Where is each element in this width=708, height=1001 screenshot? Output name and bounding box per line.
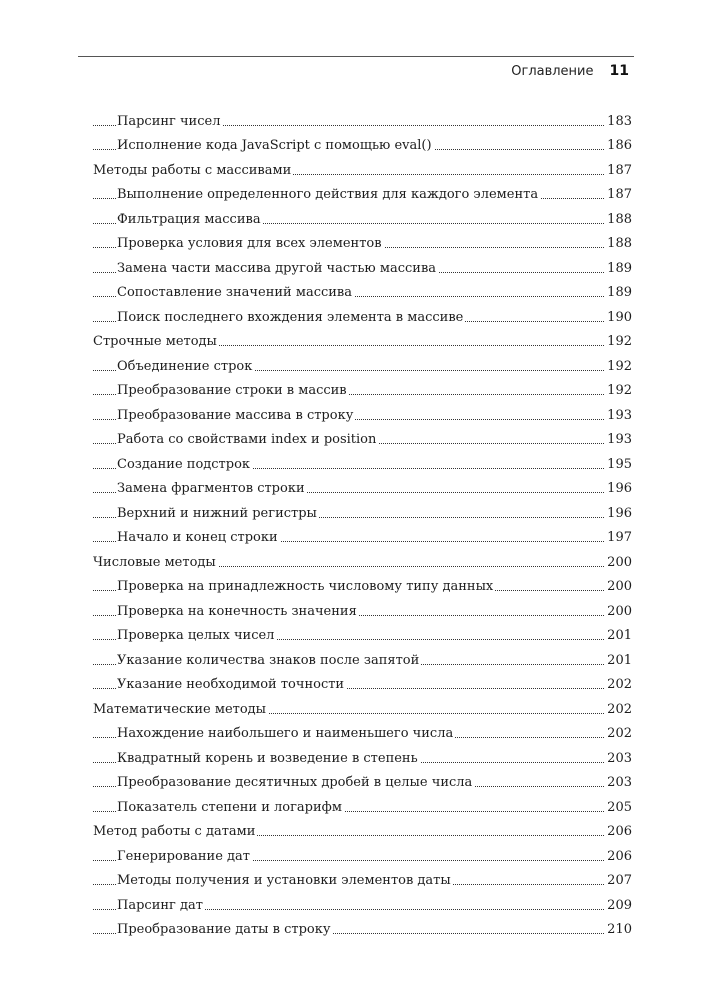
toc-entry-page: 186 bbox=[607, 138, 632, 153]
toc-entry-page: 202 bbox=[607, 726, 632, 741]
toc-subsection bbox=[93, 420, 632, 445]
toc-entry-title: Методы работы с массивами bbox=[93, 162, 292, 178]
toc-entry-title: Квадратный корень и возведение в степень bbox=[117, 750, 418, 766]
page-number: 11 bbox=[609, 63, 629, 79]
toc-entry-page: 210 bbox=[607, 922, 632, 937]
toc-entry-title: Числовые методы bbox=[93, 554, 216, 570]
toc-subsection bbox=[93, 395, 632, 423]
toc-entry-page: 200 bbox=[607, 554, 632, 570]
toc-entry-title: Парсинг чисел bbox=[117, 113, 221, 129]
toc-subsection bbox=[93, 836, 632, 864]
running-head-title: Оглавление bbox=[511, 64, 594, 79]
table-of-contents bbox=[93, 101, 632, 937]
toc-subsection bbox=[93, 885, 632, 913]
toc-entry-page: 201 bbox=[607, 628, 632, 643]
toc-subsection bbox=[93, 469, 632, 494]
toc-subsection bbox=[93, 640, 632, 668]
toc-entry-title: Верхний и нижний регистры bbox=[117, 505, 317, 521]
toc-entry-page: 203 bbox=[607, 775, 632, 790]
toc-subsection bbox=[93, 101, 632, 129]
toc-entry-page: 192 bbox=[607, 358, 632, 374]
toc-entry-title: Математические методы bbox=[93, 701, 267, 717]
toc-subsection bbox=[93, 787, 632, 815]
toc-entry-page: 200 bbox=[607, 579, 632, 594]
header-rule bbox=[78, 56, 634, 57]
toc-entry-title: Замена фрагментов строки bbox=[117, 481, 305, 496]
toc-entry-page: 187 bbox=[607, 187, 632, 202]
toc-entry-page: 189 bbox=[607, 285, 632, 300]
toc-subsection bbox=[93, 126, 632, 151]
toc-subsection bbox=[93, 346, 632, 374]
toc-entry-title: Показатель степени и логарифм bbox=[117, 799, 342, 815]
toc-entry-page: 200 bbox=[607, 603, 632, 619]
toc-entry-page: 206 bbox=[607, 824, 632, 839]
toc-entry-title: Метод работы с датами bbox=[93, 824, 256, 839]
toc-entry-title: Проверка целых чисел bbox=[117, 628, 275, 643]
toc-subsection bbox=[93, 371, 632, 396]
toc-subsection bbox=[93, 616, 632, 641]
toc-subsection bbox=[93, 273, 632, 298]
toc-entry-page: 189 bbox=[607, 260, 632, 276]
toc-subsection bbox=[93, 591, 632, 619]
toc-entry-title: Методы получения и установки элементов даты bbox=[117, 873, 451, 888]
toc-entry-page: 209 bbox=[607, 897, 632, 913]
toc-entry-title: Фильтрация массива bbox=[117, 211, 261, 227]
toc-entry-page: 195 bbox=[607, 456, 632, 472]
toc-section bbox=[93, 812, 632, 837]
toc-entry-title: Указание количества знаков после запятой bbox=[117, 652, 420, 668]
toc-entry-title: Сопоставление значений массива bbox=[117, 285, 352, 300]
toc-subsection bbox=[93, 444, 632, 472]
toc-entry-title: Проверка на принадлежность числовому типу данных bbox=[117, 579, 494, 594]
toc-section bbox=[93, 542, 632, 570]
toc-entry-title: Выполнение определенного действия для каждого элемента bbox=[117, 187, 539, 202]
toc-entry-page: 202 bbox=[607, 677, 632, 692]
toc-subsection bbox=[93, 763, 632, 788]
toc-section bbox=[93, 150, 632, 178]
toc-entry-title: Объединение строк bbox=[117, 358, 253, 374]
toc-entry-page: 188 bbox=[607, 211, 632, 227]
toc-entry-title: Генерирование дат bbox=[117, 848, 250, 864]
toc-entry-title: Замена части массива другой частью массива bbox=[117, 260, 437, 276]
toc-entry-title: Строчные методы bbox=[93, 334, 217, 349]
toc-entry-page: 201 bbox=[607, 652, 632, 668]
toc-entry-page: 183 bbox=[607, 113, 632, 129]
toc-entry-page: 196 bbox=[607, 481, 632, 496]
toc-subsection bbox=[93, 297, 632, 325]
toc-subsection bbox=[93, 714, 632, 739]
toc-entry-title: Начало и конец строки bbox=[117, 530, 278, 545]
toc-entry-page: 205 bbox=[607, 799, 632, 815]
toc-entry-title: Создание подстрок bbox=[117, 456, 251, 472]
toc-entry-page: 193 bbox=[607, 432, 632, 447]
toc-entry-page: 203 bbox=[607, 750, 632, 766]
toc-entry-page: 207 bbox=[607, 873, 632, 888]
toc-entry-page: 190 bbox=[607, 309, 632, 325]
toc-subsection bbox=[93, 910, 632, 935]
toc-entry-title: Исполнение кода JavaScript с помощью eval() bbox=[117, 138, 432, 153]
toc-entry-title: Преобразование даты в строку bbox=[117, 922, 331, 937]
toc-entry-page: 193 bbox=[607, 407, 632, 423]
toc-subsection bbox=[93, 199, 632, 227]
toc-entry-page: 188 bbox=[607, 236, 632, 251]
toc-entry-page: 196 bbox=[607, 505, 632, 521]
toc-entry-title: Указание необходимой точности bbox=[117, 677, 345, 692]
toc-section bbox=[93, 322, 632, 347]
toc-subsection bbox=[93, 861, 632, 886]
toc-entry-page: 197 bbox=[607, 530, 632, 545]
toc-entry-title: Нахождение наибольшего и наименьшего числа bbox=[117, 726, 454, 741]
toc-subsection bbox=[93, 493, 632, 521]
toc-entry-title: Проверка условия для всех элементов bbox=[117, 236, 382, 251]
toc-entry-title: Преобразование массива в строку bbox=[117, 407, 354, 423]
toc-subsection bbox=[93, 175, 632, 200]
toc-subsection bbox=[93, 518, 632, 543]
toc-entry-title: Работа со свойствами index и position bbox=[117, 432, 377, 447]
toc-subsection bbox=[93, 738, 632, 766]
toc-entry-page: 192 bbox=[607, 383, 632, 398]
toc-entry-title: Проверка на конечность значения bbox=[117, 603, 357, 619]
toc-entry-page: 187 bbox=[607, 162, 632, 178]
toc-entry-page: 206 bbox=[607, 848, 632, 864]
toc-subsection bbox=[93, 567, 632, 592]
toc-entry-title: Поиск последнего вхождения элемента в массиве bbox=[117, 309, 464, 325]
running-head bbox=[511, 63, 629, 79]
toc-entry-page: 192 bbox=[607, 334, 632, 349]
toc-entry-title: Преобразование десятичных дробей в целые числа bbox=[117, 775, 473, 790]
toc-entry-page: 202 bbox=[607, 701, 632, 717]
toc-entry-title: Преобразование строки в массив bbox=[117, 383, 347, 398]
toc-subsection bbox=[93, 248, 632, 276]
toc-entry-title: Парсинг дат bbox=[117, 897, 203, 913]
toc-subsection bbox=[93, 665, 632, 690]
toc-section bbox=[93, 689, 632, 717]
toc-subsection bbox=[93, 224, 632, 249]
